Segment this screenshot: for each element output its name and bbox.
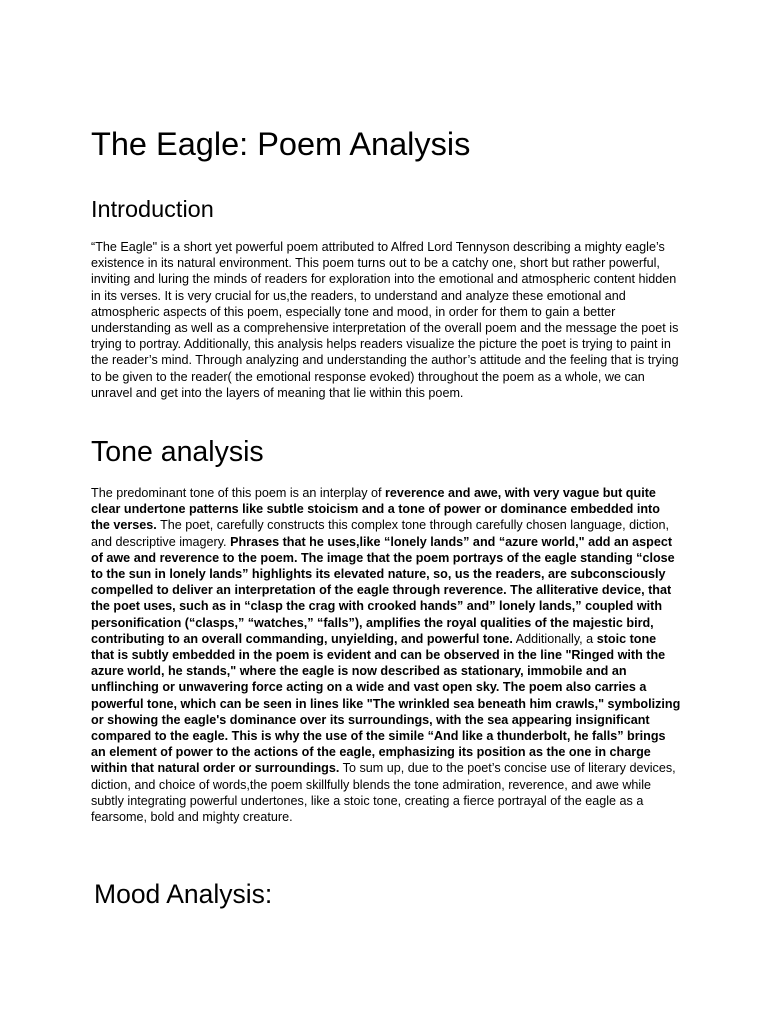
tone-analysis-paragraph (91, 485, 681, 825)
tone-segment: The poet, carefully constructs this complex tone through carefully chosen language, diction, and descriptive imagery. (91, 518, 670, 549)
introduction-heading: Introduction (91, 196, 214, 222)
tone-segment-bold: reverence and awe, with very vague but quite clear undertone patterns like subtle stoicism and a tone of power or dominance embedded into the verses. (91, 486, 660, 533)
tone-segment-bold: stoic tone that is subtly embedded in the poem is evident and can be observed in the line "Ringed with the azure world, he stands," where the eagle is now described as stationary, immobile and an unflinching or unwavering force acting on a wide and vast open sky. The poem also carries a powerful tone, which can be seen in lines like "The wrinkled sea beneath him crawls," symbolizing or showing the eagle's dominance over its surroundings, with the sea appearing insignificant compared to the eagle. This is why the use of the simile “And like a thunderbolt, he falls” brings an element of power to the actions of the eagle, emphasizing its position as the one in charge within that natural order or surroundings. (91, 631, 681, 776)
mood-analysis-heading: Mood Analysis: (94, 879, 273, 909)
tone-segment-bold: Phrases that he uses,like “lonely lands” and “azure world," add an aspect of awe and reverence to the poem. The image that the poem portrays of the eagle standing “close to the sun in lonely lands” highlights its elevated nature, so, us the readers, are subconsciously compelled to deliver an interpretation of the eagle through reverence. The alliterative device, that the poet uses, such as in “clasp the crag with crooked hands” and” lonely lands,” coupled with personification (“clasps,” “watches,” “falls”), amplifies the royal qualities of the majestic bird, contributing to an overall commanding, unyielding, and powerful tone. (91, 534, 675, 646)
document-title: The Eagle: Poem Analysis (91, 126, 471, 162)
tone-analysis-heading: Tone analysis (91, 436, 264, 468)
tone-segment: The predominant tone of this poem is an interplay of (91, 486, 386, 500)
tone-segment: To sum up, due to the poet’s concise use of literary devices, diction, and choice of words,the poem skillfully blends the tone admiration, reverence, and awe while subtly integrating powerful undertones, like a stoic tone, creating a fierce portrayal of the eagle as a fearsome, bold and mighty creature. (91, 761, 676, 825)
introduction-paragraph: “The Eagle" is a short yet powerful poem attributed to Alfred Lord Tennyson describing a mighty eagle’s existence in its natural environment. This poem turns out to be a catchy one, short but rather powerful, inviting and luring the minds of readers for exploration into the emotional and atmospheric content hidden in its verses. It is very crucial for us,the readers, to understand and analyze these emotional and atmospheric aspects of this poem, especially tone and mood, in order for them to gain a better understanding as well as a comprehensive interpretation of the overall poem and the message the poet is trying to portray. Additionally, this analysis helps readers visualize the picture the poet is trying to paint in the reader’s mind. Through analyzing and understanding the author’s attitude and the feeling that is trying to be given to the reader( the emotional response evoked) throughout the poem as a whole, we can unravel and get into the layers of meaning that lie within this poem. (91, 240, 679, 400)
tone-segment: Additionally, a (512, 631, 597, 646)
